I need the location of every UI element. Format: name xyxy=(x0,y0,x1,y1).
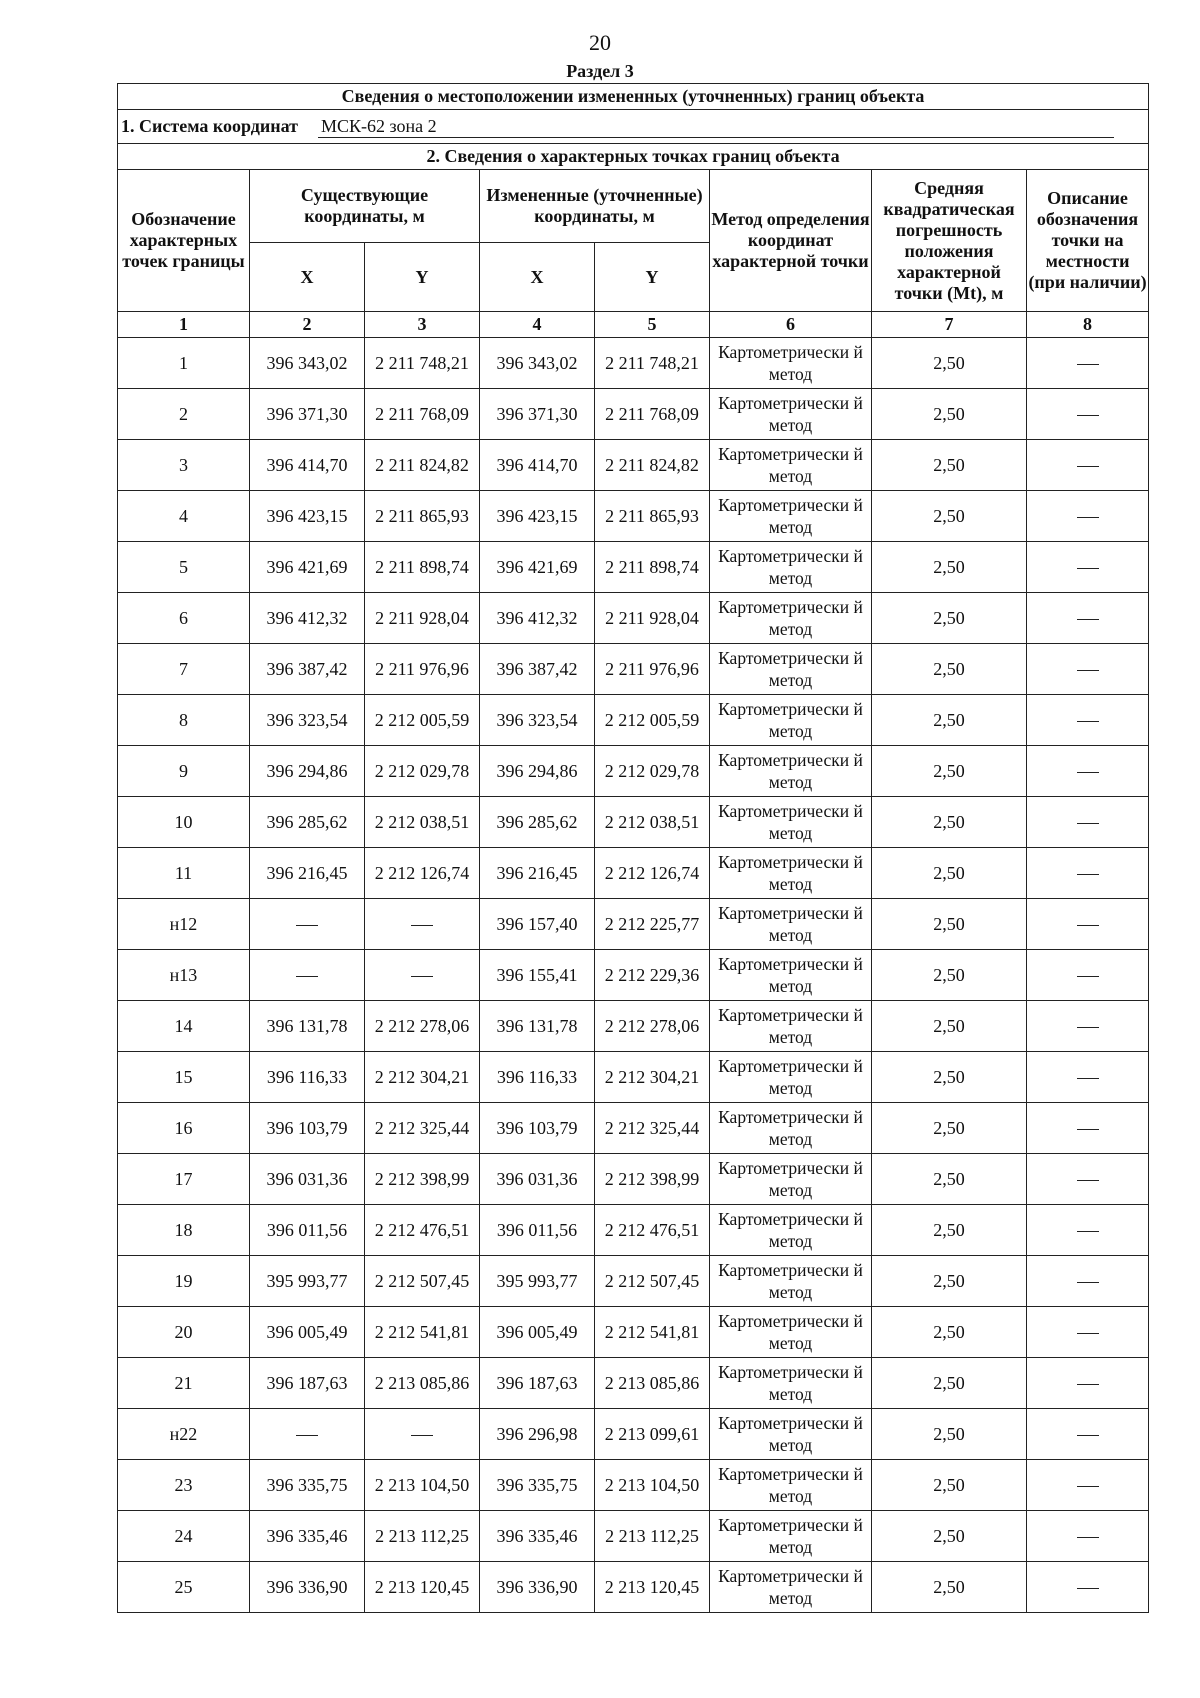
existing-y: 2 212 476,51 xyxy=(365,1205,480,1256)
point-designation: 3 xyxy=(118,440,250,491)
method-cell: Картометрически й метод xyxy=(710,1409,872,1460)
existing-y: 2 212 507,45 xyxy=(365,1256,480,1307)
method-cell: Картометрически й метод xyxy=(710,695,872,746)
changed-x: 396 285,62 xyxy=(480,797,595,848)
changed-y: 2 211 928,04 xyxy=(595,593,710,644)
coord-system-row xyxy=(118,110,1149,144)
mean-error: 2,50 xyxy=(872,1511,1027,1562)
description-cell xyxy=(1027,542,1149,593)
dash-mark xyxy=(1077,1282,1099,1283)
dash-mark xyxy=(1077,517,1099,518)
table-row xyxy=(118,389,1149,440)
table-row xyxy=(118,1358,1149,1409)
dash-mark xyxy=(1077,1486,1099,1487)
dash-mark xyxy=(1077,619,1099,620)
point-designation: 16 xyxy=(118,1103,250,1154)
mean-error: 2,50 xyxy=(872,1205,1027,1256)
existing-x: 396 335,75 xyxy=(250,1460,365,1511)
dash-mark xyxy=(1077,976,1099,977)
existing-x: 396 294,86 xyxy=(250,746,365,797)
existing-x xyxy=(250,899,365,950)
table-row xyxy=(118,1307,1149,1358)
existing-x xyxy=(250,1409,365,1460)
col-number-3: 3 xyxy=(365,312,480,338)
point-designation: 18 xyxy=(118,1205,250,1256)
changed-x: 396 414,70 xyxy=(480,440,595,491)
changed-y: 2 211 898,74 xyxy=(595,542,710,593)
changed-y: 2 211 748,21 xyxy=(595,338,710,389)
description-cell xyxy=(1027,1154,1149,1205)
mean-error: 2,50 xyxy=(872,644,1027,695)
description-cell xyxy=(1027,1562,1149,1613)
changed-y: 2 213 099,61 xyxy=(595,1409,710,1460)
changed-y: 2 212 225,77 xyxy=(595,899,710,950)
dash-mark xyxy=(1077,1027,1099,1028)
method-cell: Картометрически й метод xyxy=(710,746,872,797)
description-cell xyxy=(1027,1511,1149,1562)
existing-y: 2 211 928,04 xyxy=(365,593,480,644)
table-row xyxy=(118,899,1149,950)
coord-system-label: 1. Система координат xyxy=(121,116,298,136)
table-row xyxy=(118,797,1149,848)
existing-y: 2 212 325,44 xyxy=(365,1103,480,1154)
existing-y: 2 212 541,81 xyxy=(365,1307,480,1358)
dash-mark xyxy=(1077,925,1099,926)
table-subtitle: 2. Сведения о характерных точках границ объекта xyxy=(118,144,1149,170)
changed-y: 2 211 768,09 xyxy=(595,389,710,440)
changed-y: 2 211 824,82 xyxy=(595,440,710,491)
changed-x: 396 343,02 xyxy=(480,338,595,389)
dash-mark xyxy=(296,925,318,926)
mean-error: 2,50 xyxy=(872,1358,1027,1409)
description-cell xyxy=(1027,1205,1149,1256)
existing-y: 2 213 112,25 xyxy=(365,1511,480,1562)
changed-y: 2 213 085,86 xyxy=(595,1358,710,1409)
table-row xyxy=(118,1460,1149,1511)
description-cell xyxy=(1027,1103,1149,1154)
changed-x: 396 155,41 xyxy=(480,950,595,1001)
header-y-existing: Y xyxy=(365,243,480,312)
existing-y: 2 211 898,74 xyxy=(365,542,480,593)
dash-mark xyxy=(1077,1537,1099,1538)
existing-y xyxy=(365,950,480,1001)
changed-x: 396 005,49 xyxy=(480,1307,595,1358)
method-cell: Картометрически й метод xyxy=(710,1154,872,1205)
changed-x: 396 011,56 xyxy=(480,1205,595,1256)
existing-x: 396 335,46 xyxy=(250,1511,365,1562)
description-cell xyxy=(1027,338,1149,389)
changed-y: 2 212 541,81 xyxy=(595,1307,710,1358)
coord-system-value: МСК-62 зона 2 xyxy=(318,115,1114,138)
changed-y: 2 212 005,59 xyxy=(595,695,710,746)
existing-x: 396 414,70 xyxy=(250,440,365,491)
dash-mark xyxy=(411,976,433,977)
col-number-2: 2 xyxy=(250,312,365,338)
point-designation: 20 xyxy=(118,1307,250,1358)
existing-x: 396 005,49 xyxy=(250,1307,365,1358)
existing-y xyxy=(365,899,480,950)
existing-y: 2 213 120,45 xyxy=(365,1562,480,1613)
existing-x: 396 216,45 xyxy=(250,848,365,899)
method-cell: Картометрически й метод xyxy=(710,389,872,440)
existing-x: 395 993,77 xyxy=(250,1256,365,1307)
changed-x: 396 387,42 xyxy=(480,644,595,695)
dash-mark xyxy=(1077,823,1099,824)
changed-y: 2 212 304,21 xyxy=(595,1052,710,1103)
table-row xyxy=(118,1562,1149,1613)
existing-x: 396 323,54 xyxy=(250,695,365,746)
mean-error: 2,50 xyxy=(872,1001,1027,1052)
method-cell: Картометрически й метод xyxy=(710,1562,872,1613)
description-cell xyxy=(1027,899,1149,950)
header-x-changed: X xyxy=(480,243,595,312)
point-designation: 1 xyxy=(118,338,250,389)
existing-y: 2 211 865,93 xyxy=(365,491,480,542)
point-designation: н12 xyxy=(118,899,250,950)
dash-mark xyxy=(1077,874,1099,875)
method-cell: Картометрически й метод xyxy=(710,542,872,593)
changed-y: 2 212 325,44 xyxy=(595,1103,710,1154)
point-designation: 2 xyxy=(118,389,250,440)
changed-y: 2 213 104,50 xyxy=(595,1460,710,1511)
mean-error: 2,50 xyxy=(872,797,1027,848)
table-row xyxy=(118,746,1149,797)
changed-x: 395 993,77 xyxy=(480,1256,595,1307)
existing-y: 2 212 029,78 xyxy=(365,746,480,797)
changed-y: 2 212 029,78 xyxy=(595,746,710,797)
mean-error: 2,50 xyxy=(872,491,1027,542)
boundary-table-frame xyxy=(117,83,1148,1613)
existing-x: 396 421,69 xyxy=(250,542,365,593)
changed-y: 2 212 476,51 xyxy=(595,1205,710,1256)
mean-error: 2,50 xyxy=(872,1052,1027,1103)
table-row xyxy=(118,440,1149,491)
description-cell xyxy=(1027,1409,1149,1460)
dash-mark xyxy=(1077,364,1099,365)
table-row xyxy=(118,1205,1149,1256)
table-row xyxy=(118,491,1149,542)
existing-x: 396 371,30 xyxy=(250,389,365,440)
header-changed-coords: Измененные (уточненные) координаты, м xyxy=(480,170,710,243)
dash-mark xyxy=(1077,1435,1099,1436)
existing-x: 396 387,42 xyxy=(250,644,365,695)
dash-mark xyxy=(1077,415,1099,416)
dash-mark xyxy=(296,976,318,977)
existing-y: 2 213 085,86 xyxy=(365,1358,480,1409)
method-cell: Картометрически й метод xyxy=(710,1052,872,1103)
changed-x: 396 157,40 xyxy=(480,899,595,950)
changed-x: 396 216,45 xyxy=(480,848,595,899)
method-cell: Картометрически й метод xyxy=(710,848,872,899)
dash-mark xyxy=(411,1435,433,1436)
method-cell: Картометрически й метод xyxy=(710,1001,872,1052)
table-row xyxy=(118,338,1149,389)
dash-mark xyxy=(1077,1078,1099,1079)
col-number-8: 8 xyxy=(1027,312,1149,338)
changed-x: 396 187,63 xyxy=(480,1358,595,1409)
existing-y: 2 212 038,51 xyxy=(365,797,480,848)
mean-error: 2,50 xyxy=(872,1409,1027,1460)
dash-mark xyxy=(1077,1231,1099,1232)
existing-y: 2 211 768,09 xyxy=(365,389,480,440)
dash-mark xyxy=(1077,772,1099,773)
mean-error: 2,50 xyxy=(872,440,1027,491)
mean-error: 2,50 xyxy=(872,1562,1027,1613)
point-designation: 17 xyxy=(118,1154,250,1205)
col-number-1: 1 xyxy=(118,312,250,338)
changed-x: 396 421,69 xyxy=(480,542,595,593)
point-designation: 8 xyxy=(118,695,250,746)
changed-x: 396 296,98 xyxy=(480,1409,595,1460)
mean-error: 2,50 xyxy=(872,389,1027,440)
method-cell: Картометрически й метод xyxy=(710,1307,872,1358)
boundary-points-table xyxy=(117,83,1149,1613)
existing-y: 2 212 005,59 xyxy=(365,695,480,746)
existing-x: 396 031,36 xyxy=(250,1154,365,1205)
mean-error: 2,50 xyxy=(872,1256,1027,1307)
changed-x: 396 336,90 xyxy=(480,1562,595,1613)
method-cell: Картометрически й метод xyxy=(710,440,872,491)
col-number-4: 4 xyxy=(480,312,595,338)
existing-x: 396 131,78 xyxy=(250,1001,365,1052)
changed-x: 396 335,75 xyxy=(480,1460,595,1511)
description-cell xyxy=(1027,695,1149,746)
changed-x: 396 412,32 xyxy=(480,593,595,644)
table-row xyxy=(118,542,1149,593)
changed-y: 2 212 278,06 xyxy=(595,1001,710,1052)
existing-y: 2 212 304,21 xyxy=(365,1052,480,1103)
dash-mark xyxy=(1077,568,1099,569)
header-description: Описание обозначения точки на местности (при наличии) xyxy=(1027,170,1149,312)
description-cell xyxy=(1027,1001,1149,1052)
description-cell xyxy=(1027,1052,1149,1103)
dash-mark xyxy=(1077,670,1099,671)
mean-error: 2,50 xyxy=(872,848,1027,899)
existing-x: 396 343,02 xyxy=(250,338,365,389)
description-cell xyxy=(1027,1358,1149,1409)
changed-y: 2 211 865,93 xyxy=(595,491,710,542)
table-title: Сведения о местоположении измененных (уточненных) границ объекта xyxy=(118,84,1149,110)
method-cell: Картометрически й метод xyxy=(710,1103,872,1154)
point-designation: 10 xyxy=(118,797,250,848)
existing-x: 396 336,90 xyxy=(250,1562,365,1613)
description-cell xyxy=(1027,746,1149,797)
changed-y: 2 212 229,36 xyxy=(595,950,710,1001)
existing-y: 2 211 976,96 xyxy=(365,644,480,695)
mean-error: 2,50 xyxy=(872,950,1027,1001)
point-designation: 21 xyxy=(118,1358,250,1409)
changed-x: 396 335,46 xyxy=(480,1511,595,1562)
mean-error: 2,50 xyxy=(872,542,1027,593)
method-cell: Картометрически й метод xyxy=(710,1256,872,1307)
changed-y: 2 213 112,25 xyxy=(595,1511,710,1562)
point-designation: н13 xyxy=(118,950,250,1001)
changed-y: 2 212 507,45 xyxy=(595,1256,710,1307)
point-designation: 24 xyxy=(118,1511,250,1562)
description-cell xyxy=(1027,440,1149,491)
dash-mark xyxy=(1077,1588,1099,1589)
changed-x: 396 371,30 xyxy=(480,389,595,440)
dash-mark xyxy=(1077,1129,1099,1130)
dash-mark xyxy=(1077,1180,1099,1181)
existing-y: 2 213 104,50 xyxy=(365,1460,480,1511)
existing-y: 2 212 126,74 xyxy=(365,848,480,899)
changed-x: 396 116,33 xyxy=(480,1052,595,1103)
dash-mark xyxy=(296,1435,318,1436)
table-row xyxy=(118,1001,1149,1052)
existing-x: 396 423,15 xyxy=(250,491,365,542)
table-row xyxy=(118,848,1149,899)
mean-error: 2,50 xyxy=(872,746,1027,797)
method-cell: Картометрически й метод xyxy=(710,1511,872,1562)
header-y-changed: Y xyxy=(595,243,710,312)
mean-error: 2,50 xyxy=(872,1154,1027,1205)
header-x-existing: X xyxy=(250,243,365,312)
existing-y: 2 212 398,99 xyxy=(365,1154,480,1205)
section-title: Раздел 3 xyxy=(566,61,634,81)
point-designation: 7 xyxy=(118,644,250,695)
point-designation: 23 xyxy=(118,1460,250,1511)
method-cell: Картометрически й метод xyxy=(710,1358,872,1409)
changed-x: 396 323,54 xyxy=(480,695,595,746)
changed-x: 396 103,79 xyxy=(480,1103,595,1154)
col-number-6: 6 xyxy=(710,312,872,338)
method-cell: Картометрически й метод xyxy=(710,338,872,389)
mean-error: 2,50 xyxy=(872,1460,1027,1511)
description-cell xyxy=(1027,389,1149,440)
description-cell xyxy=(1027,491,1149,542)
table-row xyxy=(118,644,1149,695)
description-cell xyxy=(1027,950,1149,1001)
dash-mark xyxy=(1077,1384,1099,1385)
description-cell xyxy=(1027,644,1149,695)
method-cell: Картометрически й метод xyxy=(710,1460,872,1511)
point-designation: 9 xyxy=(118,746,250,797)
page-number: 20 xyxy=(589,30,611,55)
col-number-7: 7 xyxy=(872,312,1027,338)
changed-x: 396 031,36 xyxy=(480,1154,595,1205)
dash-mark xyxy=(1077,466,1099,467)
point-designation: 19 xyxy=(118,1256,250,1307)
table-row xyxy=(118,1052,1149,1103)
header-method: Метод определения координат характерной точки xyxy=(710,170,872,312)
mean-error: 2,50 xyxy=(872,1103,1027,1154)
changed-y: 2 212 038,51 xyxy=(595,797,710,848)
table-row xyxy=(118,1511,1149,1562)
mean-error: 2,50 xyxy=(872,899,1027,950)
method-cell: Картометрически й метод xyxy=(710,491,872,542)
existing-x: 396 103,79 xyxy=(250,1103,365,1154)
point-designation: 6 xyxy=(118,593,250,644)
method-cell: Картометрически й метод xyxy=(710,644,872,695)
mean-error: 2,50 xyxy=(872,695,1027,746)
existing-x: 396 116,33 xyxy=(250,1052,365,1103)
existing-y: 2 211 748,21 xyxy=(365,338,480,389)
method-cell: Картометрически й метод xyxy=(710,797,872,848)
changed-y: 2 212 126,74 xyxy=(595,848,710,899)
description-cell xyxy=(1027,1307,1149,1358)
table-row xyxy=(118,695,1149,746)
mean-error: 2,50 xyxy=(872,593,1027,644)
point-designation: 15 xyxy=(118,1052,250,1103)
description-cell xyxy=(1027,797,1149,848)
existing-y: 2 212 278,06 xyxy=(365,1001,480,1052)
table-row xyxy=(118,593,1149,644)
existing-x: 396 285,62 xyxy=(250,797,365,848)
method-cell: Картометрически й метод xyxy=(710,950,872,1001)
point-designation: 5 xyxy=(118,542,250,593)
method-cell: Картометрически й метод xyxy=(710,899,872,950)
table-row xyxy=(118,1103,1149,1154)
existing-x xyxy=(250,950,365,1001)
dash-mark xyxy=(1077,1333,1099,1334)
table-row xyxy=(118,950,1149,1001)
existing-x: 396 011,56 xyxy=(250,1205,365,1256)
point-designation: 4 xyxy=(118,491,250,542)
description-cell xyxy=(1027,1460,1149,1511)
method-cell: Картометрически й метод xyxy=(710,593,872,644)
header-existing-coords: Существующие координаты, м xyxy=(250,170,480,243)
table-row xyxy=(118,1409,1149,1460)
description-cell xyxy=(1027,593,1149,644)
table-row xyxy=(118,1154,1149,1205)
col-number-5: 5 xyxy=(595,312,710,338)
changed-x: 396 131,78 xyxy=(480,1001,595,1052)
description-cell xyxy=(1027,848,1149,899)
dash-mark xyxy=(411,925,433,926)
mean-error: 2,50 xyxy=(872,1307,1027,1358)
point-designation: 25 xyxy=(118,1562,250,1613)
changed-x: 396 423,15 xyxy=(480,491,595,542)
header-point-designation: Обозначение характерных точек границы xyxy=(118,170,250,312)
existing-y xyxy=(365,1409,480,1460)
table-row xyxy=(118,1256,1149,1307)
point-designation: 11 xyxy=(118,848,250,899)
existing-x: 396 187,63 xyxy=(250,1358,365,1409)
point-designation: 14 xyxy=(118,1001,250,1052)
changed-y: 2 213 120,45 xyxy=(595,1562,710,1613)
existing-y: 2 211 824,82 xyxy=(365,440,480,491)
method-cell: Картометрически й метод xyxy=(710,1205,872,1256)
description-cell xyxy=(1027,1256,1149,1307)
dash-mark xyxy=(1077,721,1099,722)
mean-error: 2,50 xyxy=(872,338,1027,389)
header-mean-error: Средняя квадратическая погрешность положения характерной точки (Mt), м xyxy=(872,170,1027,312)
changed-y: 2 211 976,96 xyxy=(595,644,710,695)
point-designation: н22 xyxy=(118,1409,250,1460)
changed-y: 2 212 398,99 xyxy=(595,1154,710,1205)
existing-x: 396 412,32 xyxy=(250,593,365,644)
changed-x: 396 294,86 xyxy=(480,746,595,797)
